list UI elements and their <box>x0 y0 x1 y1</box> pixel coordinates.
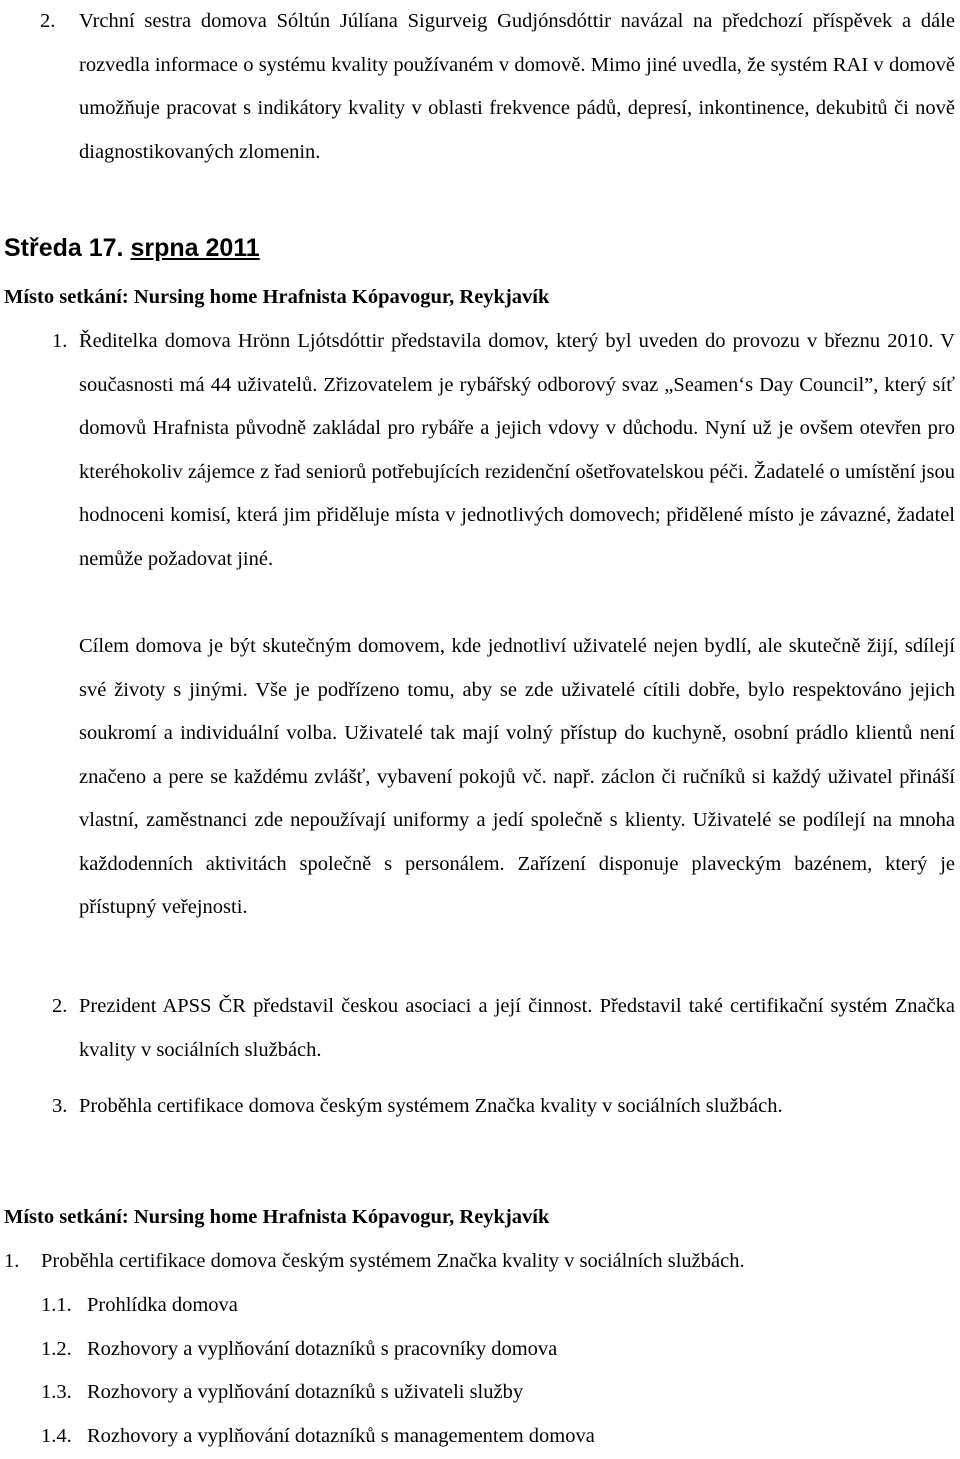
day-heading <box>4 234 260 263</box>
item-text-1: Ředitelka domova Hrönn Ljótsdóttir představila domov, který byl uveden do provozu v březnu 2010. V současnosti má 44 uživatelů. Zřizovatelem je rybářský odborový svaz „Seamen‘s Day Council”, který síť domovů Hrafnista původně zakládal pro rybáře a jejich vdovy v důchodu. Nyní už je ovšem otevřen pro kteréhokoliv zájemce z řad seniorů potřebujících rezidenční ošetřovatelskou péči. Žadatelé o umístění jsou hodnoceni komisí, která jim přiděluje místa v jednotlivých domovech; přidělené místo je závazné, žadatel nemůže požadovat jiné. <box>79 330 955 570</box>
meeting-place-2: Místo setkání: Nursing home Hrafnista Kópavogur, Reykjavík <box>4 1206 550 1228</box>
top-item-text: Vrchní sestra domova Sóltún Júlíana Sigurveig Gudjónsdóttir navázal na předchozí příspěvek a dále rozvedla informace o systému kvality používaném v domově. Mimo jiné uvedla, že systém RAI v domově umožňuje pracovat s indikátory kvality v oblasti frekvence pádů, depresí, inkontinence, dekubitů či nově diagnostikovaných zlomenin. <box>79 10 955 163</box>
item-number-3: 3. <box>52 1095 68 1117</box>
day-heading-date: srpna 2011 <box>130 234 260 262</box>
day-heading-prefix: Středa 17. <box>4 234 131 262</box>
subitem-text: Prohlídka domova <box>87 1294 238 1316</box>
item2-text: Proběhla certifikace domova českým systémem Značka kvality v sociálních službách. <box>41 1250 745 1272</box>
meeting-place-1: Místo setkání: Nursing home Hrafnista Kópavogur, Reykjavík <box>4 286 550 308</box>
subitem-number: 1.3. <box>41 1381 72 1403</box>
item-number-2: 2. <box>52 995 68 1017</box>
item-text-1-continued: Cílem domova je být skutečným domovem, kde jednotliví uživatelé nejen bydlí, ale skutečně žijí, sdílejí své životy s jinými. Vše je podřízeno tomu, aby se zde uživatelé cítili dobře, bylo respektováno jejich soukromí a individuální volba. Uživatelé tak mají volný přístup do kuchyně, osobní prádlo klientů není značeno a pere se každému zvlášť, vybavení pokojů vč. např. záclon či ručníků si každý uživatel přináší vlastní, zaměstnanci zde nepoužívají uniformy a jedí společně s klienty. Uživatelé se podílejí na mnoha každodenních aktivitách společně s personálem. Zařízení disponuje plaveckým bazénem, který je přístupný veřejnosti. <box>79 635 955 918</box>
subitem-text: Rozhovory a vyplňování dotazníků s pracovníky domova <box>87 1338 558 1360</box>
subitem-text: Rozhovory a vyplňování dotazníků s uživateli služby <box>87 1381 524 1403</box>
subitem-number: 1.1. <box>41 1294 72 1316</box>
item-number-1: 1. <box>52 330 68 352</box>
item2-number: 1. <box>4 1250 20 1272</box>
subitem-text: Rozhovory a vyplňování dotazníků s managementem domova <box>87 1425 595 1447</box>
top-item-number: 2. <box>40 10 56 32</box>
subitem-number: 1.4. <box>41 1425 72 1447</box>
item-text-2: Prezident APSS ČR představil českou asociaci a její činnost. Představil také certifikační systém Značka kvality v sociálních službách. <box>79 995 955 1061</box>
subitem-number: 1.2. <box>41 1338 72 1360</box>
item-text-3: Proběhla certifikace domova českým systémem Značka kvality v sociálních službách. <box>79 1095 783 1117</box>
